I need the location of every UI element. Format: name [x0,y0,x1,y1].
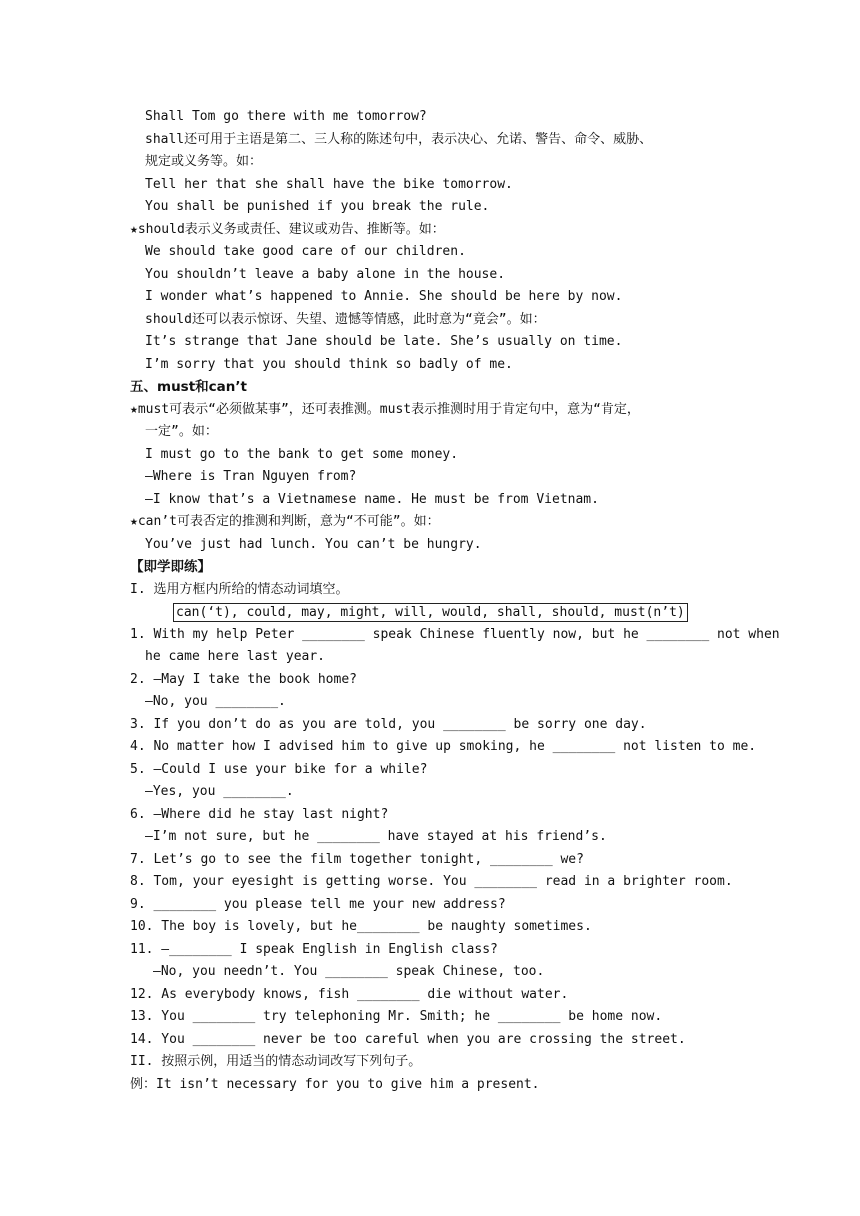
text-line: ★can’t可表否定的推测和判断，意为“不可能”。如： [130,514,440,529]
question-line: —No, you ________. [145,694,286,709]
question-line: 8. Tom, your eyesight is getting worse. You ________ read in a brighter room. [130,874,733,889]
exercise-instruction: I. 选用方框内所给的情态动词填空。 [130,582,349,597]
text-line: We should take good care of our children. [145,244,466,259]
section-heading: 【即学即练】 [130,559,211,575]
text-line: Tell her that she shall have the bike tomorrow. [145,177,513,192]
section-heading: 五、must和can’t [130,379,247,395]
text-line: I must go to the bank to get some money. [145,447,459,462]
question-line: 7. Let’s go to see the film together tonight, ________ we? [130,852,584,867]
text-line: You shall be punished if you break the rule. [145,199,490,214]
word-box: can(‘t), could, may, might, will, would, shall, should, must(n’t) [173,603,688,622]
text-line: Shall Tom go there with me tomorrow? [145,109,427,124]
text-line: shall还可用于主语是第二、三人称的陈述句中，表示决心、允诺、警告、命令、威胁、 [145,132,653,147]
text-line: I wonder what’s happened to Annie. She should be here by now. [145,289,623,304]
question-line: —No, you needn’t. You ________ speak Chinese, too. [153,964,545,979]
question-line: 3. If you don’t do as you are told, you ________ be sorry one day. [130,717,647,732]
question-line: —Yes, you ________. [145,784,294,799]
text-line: 规定或义务等。如： [145,154,263,169]
text-line: It’s strange that Jane should be late. She’s usually on time. [145,334,623,349]
question-line: 11. —________ I speak English in English class? [130,942,498,957]
question-line: 6. —Where did he stay last night? [130,807,389,822]
question-line: 5. —Could I use your bike for a while? [130,762,428,777]
question-line: he came here last year. [145,649,326,664]
question-line: —I’m not sure, but he ________ have stayed at his friend’s. [145,829,607,844]
text-line: You shouldn’t leave a baby alone in the house. [145,267,506,282]
question-line: 14. You ________ never be too careful when you are crossing the street. [130,1032,686,1047]
question-line: 12. As everybody knows, fish ________ die without water. [130,987,569,1002]
text-line: —Where is Tran Nguyen from? [145,469,357,484]
text-line: ★should表示义务或责任、建议或劝告、推断等。如： [130,222,445,237]
text-line: —I know that’s a Vietnamese name. He must be from Vietnam. [145,492,599,507]
question-line: 9. ________ you please tell me your new address? [130,897,506,912]
exercise-instruction: II. 按照示例，用适当的情态动词改写下列句子。 [130,1054,422,1069]
question-line: 4. No matter how I advised him to give up smoking, he ________ not listen to me. [130,739,757,754]
text-line: ★must可表示“必须做某事”，还可表推测。must表示推测时用于肯定句中，意为“肯定， [130,402,640,417]
question-line: 10. The boy is lovely, but he________ be naughty sometimes. [130,919,592,934]
text-line: should还可以表示惊讶、失望、遗憾等情感，此时意为“竟会”。如： [145,312,546,327]
example-line: 例：It isn’t necessary for you to give him a present. [130,1077,540,1092]
question-line: 1. With my help Peter ________ speak Chinese fluently now, but he ________ not when [130,627,780,642]
text-line: 一定”。如： [145,424,218,439]
text-line: I’m sorry that you should think so badly of me. [145,357,513,372]
question-line: 2. —May I take the book home? [130,672,357,687]
text-line: You’ve just had lunch. You can’t be hungry. [145,537,482,552]
question-line: 13. You ________ try telephoning Mr. Smith; he ________ be home now. [130,1009,663,1024]
